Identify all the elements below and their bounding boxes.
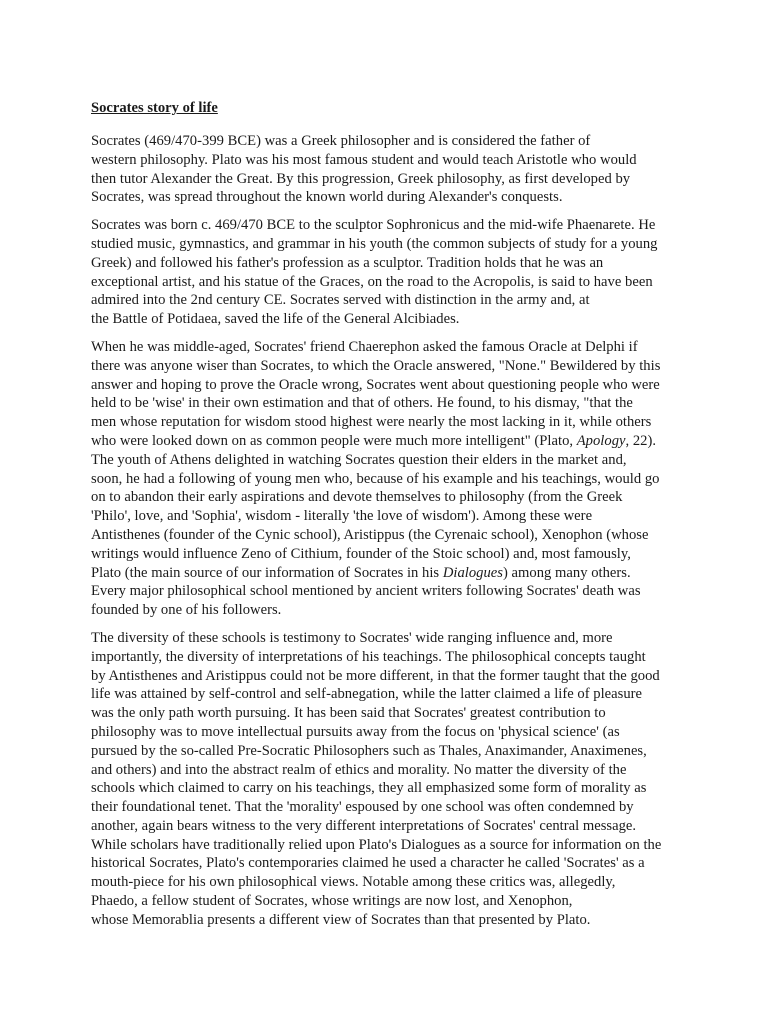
text-line (91, 526, 698, 545)
text-line (91, 545, 698, 564)
text-line (91, 132, 698, 151)
text-line (91, 873, 698, 892)
text-line (91, 413, 698, 432)
text-run: there was anyone wiser than Socrates, to which the Oracle answered, "None." Bewildered by this (91, 357, 661, 374)
text-line (91, 394, 698, 413)
text-line (91, 507, 698, 526)
text-run: When he was middle-aged, Socrates' friend Chaerephon asked the famous Oracle at Delphi if (91, 338, 638, 355)
text-run: admired into the 2nd century CE. Socrates served with distinction in the army and, at (91, 292, 590, 309)
text-run: western philosophy. Plato was his most famous student and would teach Aristotle who would (91, 151, 637, 168)
text-line (91, 235, 698, 254)
text-run: men whose reputation for wisdom stood highest were nearly the most lacking in it, while others (91, 414, 652, 431)
text-run: The youth of Athens delighted in watching Socrates question their elders in the market and, (91, 451, 627, 468)
text-line (91, 216, 698, 235)
text-run: answer and hoping to prove the Oracle wrong, Socrates went about questioning people who were (91, 376, 660, 393)
text-line (91, 376, 698, 395)
text-run: Plato (the main source of our information of Socrates in his (91, 564, 443, 581)
text-run: Greek) and followed his father's profession as a sculptor. Tradition holds that he was an (91, 254, 604, 271)
text-line (91, 357, 698, 376)
text-run: 'Philo', love, and 'Sophia', wisdom - literally 'the love of wisdom'). Among these were (91, 508, 593, 525)
text-line (91, 151, 698, 170)
text-line (91, 564, 698, 583)
text-run: founded by one of his followers. (91, 602, 282, 619)
text-run: life was attained by self-control and self-abnegation, while the latter claimed a life of pleasure (91, 686, 643, 703)
text-line (91, 451, 698, 470)
text-line (91, 488, 698, 507)
text-run: mouth-piece for his own philosophical views. Notable among these critics was, allegedly, (91, 874, 616, 891)
text-line (91, 470, 698, 489)
text-run: their foundational tenet. That the 'morality' espoused by one school was often condemned by (91, 799, 634, 816)
text-line (91, 667, 698, 686)
text-line (91, 911, 698, 930)
text-line (91, 601, 698, 620)
text-line (91, 798, 698, 817)
text-line (91, 310, 698, 329)
text-run: held to be 'wise' in their own estimation and that of others. He found, to his dismay, "that the (91, 395, 633, 412)
text-run: who were looked down on as common people were much more intelligent" (Plato, (91, 432, 577, 449)
italic-title: Apology (576, 432, 626, 449)
text-run: whose Memorablia presents a different view of Socrates than that presented by Plato. (91, 911, 591, 928)
text-run: Socrates (469/470-399 BCE) was a Greek philosopher and is considered the father of (91, 133, 591, 149)
text-line (91, 742, 698, 761)
text-line (91, 723, 698, 742)
text-run: Socrates was born c. 469/470 BCE to the sculptor Sophronicus and the mid-wife Phaenarete. He (91, 217, 656, 234)
text-line (91, 892, 698, 911)
text-line (91, 254, 698, 273)
text-line (91, 273, 698, 292)
text-line (91, 170, 698, 189)
text-line (91, 648, 698, 667)
text-line (91, 817, 698, 836)
text-line (91, 629, 698, 648)
text-run: studied music, gymnastics, and grammar in his youth (the common subjects of study for a young (91, 235, 658, 252)
text-run: ) among many others. (503, 564, 631, 581)
text-run: Antisthenes (founder of the Cynic school), Aristippus (the Cyrenaic school), Xenophon (whose (91, 526, 649, 543)
text-line (91, 432, 698, 451)
text-run: was the only path worth pursuing. It has been said that Socrates' greatest contribution to (91, 705, 606, 722)
text-run: , 22). (625, 432, 657, 449)
text-run: Socrates, was spread throughout the known world during Alexander's conquests. (91, 189, 563, 206)
text-run: importantly, the diversity of interpretations of his teachings. The philosophical concepts taught (91, 648, 646, 665)
text-run: Every major philosophical school mentioned by ancient writers following Socrates' death was (91, 583, 641, 600)
text-run: and others) and into the abstract realm of ethics and morality. No matter the diversity of the (91, 761, 627, 778)
text-line (91, 779, 698, 798)
text-line (91, 685, 698, 704)
text-run: While scholars have traditionally relied upon Plato's Dialogues as a source for information on the (91, 836, 662, 853)
paragraph-3 (91, 338, 698, 620)
text-run: another, again bears witness to the very different interpretations of Socrates' central message. (91, 817, 637, 834)
italic-title: Dialogues (442, 564, 503, 581)
text-run: philosophy was to move intellectual pursuits away from the focus on 'physical science' (as (91, 723, 620, 740)
text-line (91, 188, 698, 207)
text-line (91, 582, 698, 601)
text-line (91, 704, 698, 723)
text-run: then tutor Alexander the Great. By this progression, Greek philosophy, as first developed by (91, 170, 631, 187)
text-run: exceptional artist, and his statue of the Graces, on the road to the Acropolis, is said to have been (91, 273, 653, 290)
paragraph-2 (91, 216, 698, 329)
text-line (91, 854, 698, 873)
text-run: Phaedo, a fellow student of Socrates, whose writings are now lost, and Xenophon, (91, 893, 573, 910)
text-line (91, 761, 698, 780)
paragraph-1 (91, 132, 698, 207)
text-run: The diversity of these schools is testimony to Socrates' wide ranging influence and, more (91, 629, 613, 646)
text-run: the Battle of Potidaea, saved the life of the General Alcibiades. (91, 311, 460, 328)
text-run: historical Socrates, Plato's contemporaries claimed he used a character he called 'Socrates' as a (91, 855, 645, 872)
text-run: pursued by the so-called Pre-Socratic Philosophers such as Thales, Anaximander, Anaximenes, (91, 742, 647, 759)
paragraph-4 (91, 629, 698, 930)
document-title: Socrates story of life (91, 100, 218, 116)
text-run: soon, he had a following of young men who, because of his example and his teachings, would go (91, 470, 660, 487)
text-line (91, 338, 698, 357)
text-run: on to abandon their early aspirations and devote themselves to philosophy (from the Greek (91, 489, 623, 506)
text-run: by Antisthenes and Aristippus could not be more different, in that the former taught that the good (91, 667, 660, 684)
text-line (91, 836, 698, 855)
document-body (91, 132, 698, 930)
text-run: schools which claimed to carry on his teachings, they all emphasized some form of morality as (91, 780, 647, 797)
text-run: writings would influence Zeno of Cithium, founder of the Stoic school) and, most famously, (91, 545, 631, 562)
text-line (91, 291, 698, 310)
